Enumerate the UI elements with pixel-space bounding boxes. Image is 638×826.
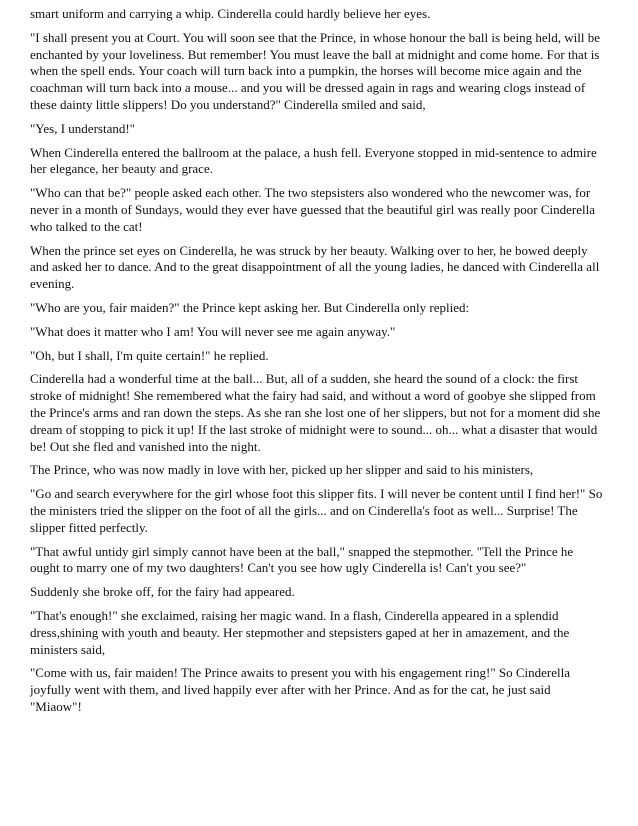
paragraph: "Oh, but I shall, I'm quite certain!" he replied. bbox=[30, 347, 269, 363]
paragraph: "Go and search everywhere for the girl whose foot this slipper fits. I will never be content until I find her!" So the ministers tried the slipper on the foot of all the girls... and on Cinderella's foot as well... Surprise! The slipper fitted perfectly. bbox=[30, 486, 603, 535]
paragraph: When the prince set eyes on Cinderella, he was struck by her beauty. Walking over to her, he bowed deeply and asked her to dance. And to the great disappointment of all the young ladies, he danced with Cinderella all evening. bbox=[30, 242, 600, 292]
paragraph: "What does it matter who I am! You will never see me again anyway." bbox=[30, 323, 396, 339]
document-page bbox=[30, 6, 604, 723]
paragraph: "Come with us, fair maiden! The Prince awaits to present you with his engagement ring!" So Cinderella joyfully went with them, and lived happily ever after with her Prince. And as for the cat, he just said "Miaow"! bbox=[30, 665, 571, 714]
paragraph: smart uniform and carrying a whip. Cinderella could hardly believe her eyes. bbox=[30, 6, 431, 21]
paragraph: Cinderella had a wonderful time at the ball... But, all of a sudden, she heard the sound of a clock: the first stroke of midnight! She remembered what the fairy had said, and without a word of goobye she slipped from the Prince's arms and ran down the steps. As she ran she lost one of her slippers, but not for a moment did she dream of stopping to pick it up! If the last stroke of midnight were to sound... oh... what a disaster that would be! Out she fled and vanished into the night. bbox=[30, 371, 601, 454]
paragraph: "I shall present you at Court. You will soon see that the Prince, in whose honour the ball is being held, will be enchanted by your loveliness. But remember! You must leave the ball at midnight and come home. For that is when the spell ends. Your coach will turn back into a pumpkin, the horses will become mice again and the coachman will turn back into a mouse... and you will be dressed again in rags and wearing clogs instead of these dainty little slippers! Do you understand?" Cinderella smiled and said, bbox=[30, 29, 601, 112]
paragraph: "That's enough!" she exclaimed, raising her magic wand. In a flash, Cinderella appeared in a splendid dress,shining with youth and beauty. Her stepmother and stepsisters gaped at her in amazement, and the ministers said, bbox=[30, 607, 570, 657]
paragraph: "That awful untidy girl simply cannot have been at the ball," snapped the stepmother. "Tell the Prince he ought to marry one of my two daughters! Can't you see how ugly Cinderella is! Can't you see?" bbox=[30, 543, 574, 576]
paragraph: "Who can that be?" people asked each other. The two stepsisters also wondered who the newcomer was, for never in a month of Sundays, would they ever have guessed that the beautiful girl was really poor Cinderella who talked to the cat! bbox=[30, 185, 595, 234]
paragraph: Suddenly she broke off, for the fairy had appeared. bbox=[30, 584, 295, 600]
paragraph: The Prince, who was now madly in love with her, picked up her slipper and said to his ministers, bbox=[30, 462, 534, 478]
paragraph: "Who are you, fair maiden?" the Prince kept asking her. But Cinderella only replied: bbox=[30, 299, 470, 315]
paragraph: When Cinderella entered the ballroom at the palace, a hush fell. Everyone stopped in mid-sentence to admire her elegance, her beauty and grace. bbox=[30, 144, 597, 177]
paragraph: "Yes, I understand!" bbox=[30, 120, 135, 136]
